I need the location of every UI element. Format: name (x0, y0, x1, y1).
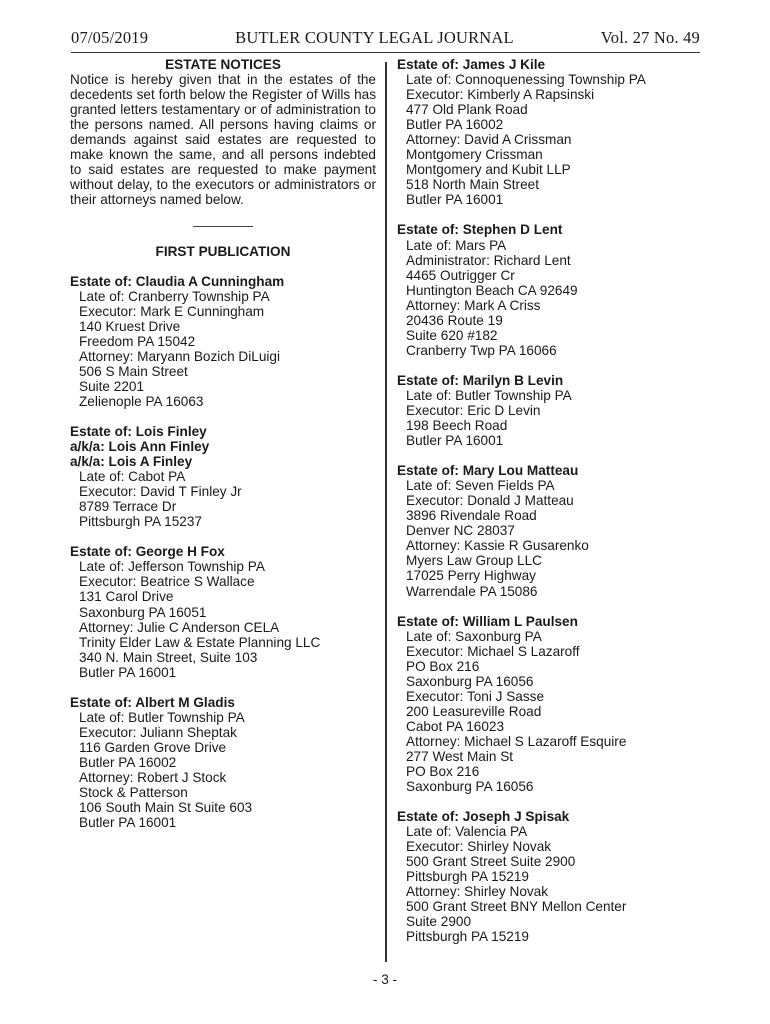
estate-detail-line: 131 Carol Drive (79, 589, 174, 605)
estate-name: Estate of: Albert M Gladis (70, 694, 235, 710)
estate-detail-line: Butler PA 16001 (406, 433, 504, 449)
estate-entry (397, 614, 707, 795)
left-estate-list (70, 274, 376, 831)
estate-detail-line: Saxonburg PA 16056 (406, 673, 534, 689)
estate-name: Estate of: Claudia A Cunningham (70, 273, 285, 289)
estate-detail-line: Attorney: David A Crissman (406, 132, 572, 148)
estate-detail-line: Montgomery Crissman (406, 147, 543, 163)
estate-entry (397, 222, 707, 357)
notice-body: Notice is hereby given that in the estates of the decedents set forth below the Register of Wills has granted letters testamentary or of administration to the persons named. All persons having claims or demands against said estates are requested to make known the same, and all persons indebted to said estates are requested to make payment without delay, to the executors or administrators or their attorneys named below. (70, 72, 376, 208)
estate-detail-line: Saxonburg PA 16056 (406, 779, 534, 795)
estate-name: Estate of: William L Paulsen (397, 613, 578, 629)
estate-detail-line: Suite 2201 (79, 378, 145, 394)
estate-detail-line: Butler PA 16002 (406, 117, 504, 133)
estate-detail-line: PO Box 216 (406, 658, 480, 674)
estate-detail-line: Executor: Shirley Novak (406, 839, 552, 855)
estate-detail-line: Butler PA 16001 (79, 664, 177, 680)
section-rule (70, 215, 376, 230)
header-volume: Vol. 27 No. 49 (600, 28, 700, 47)
estate-detail-line: 340 N. Main Street, Suite 103 (79, 649, 258, 665)
estate-detail-line: Cranberry Twp PA 16066 (406, 342, 557, 358)
estate-name: Estate of: Joseph J Spisak (397, 809, 570, 825)
estate-detail-line: Cabot PA 16023 (406, 718, 505, 734)
estate-detail-line: Late of: Valencia PA (406, 824, 528, 840)
estate-detail-line: Late of: Cranberry Township PA (79, 288, 270, 304)
estate-detail-line: Butler PA 16001 (406, 192, 504, 208)
estate-detail-line: Late of: Connoquenessing Township PA (406, 72, 646, 88)
estate-detail-line: Saxonburg PA 16051 (79, 604, 207, 620)
estate-entry (70, 544, 376, 679)
estate-detail-line: Late of: Cabot PA (79, 469, 186, 485)
estate-detail-line: Attorney: Mark A Criss (406, 297, 541, 313)
estate-detail-line: 17025 Perry Highway (406, 568, 536, 584)
right-estate-list (397, 57, 707, 945)
estate-detail-line: Executor: Kimberly A Rapsinski (406, 87, 595, 103)
estate-detail-line: Late of: Saxonburg PA (406, 628, 542, 644)
estate-entry (397, 809, 707, 944)
estate-detail-line: 106 South Main St Suite 603 (79, 800, 253, 816)
estate-detail-line: Huntington Beach CA 92649 (406, 282, 578, 298)
estate-name: Estate of: James J Kile (397, 57, 546, 72)
estate-detail-line: Attorney: Kassie R Gusarenko (406, 538, 589, 554)
header-publication-title: BUTLER COUNTY LEGAL JOURNAL (235, 28, 514, 47)
estate-detail-line: 477 Old Plank Road (406, 102, 528, 118)
estate-detail-line: Suite 2900 (406, 914, 472, 930)
estate-name: Estate of: Marilyn B Levin (397, 372, 564, 388)
estate-detail-line: Stock & Patterson (79, 785, 188, 801)
estate-entry (70, 424, 376, 529)
estate-alias: a/k/a: Lois A Finley (70, 454, 193, 470)
estate-detail-line: Pittsburgh PA 15219 (406, 869, 529, 885)
estate-detail-line: 506 S Main Street (79, 363, 188, 379)
estate-entry (397, 373, 707, 448)
estate-name: Estate of: Mary Lou Matteau (397, 463, 579, 479)
estate-detail-line: Executor: Eric D Levin (406, 402, 541, 418)
estate-detail-line: 277 West Main St (406, 748, 514, 764)
estate-detail-line: Executor: Michael S Lazaroff (406, 643, 580, 659)
estate-detail-line: Late of: Butler Township PA (79, 709, 245, 725)
estate-detail-line: Administrator: Richard Lent (406, 252, 571, 268)
estate-detail-line: 20436 Route 19 (406, 312, 503, 328)
estate-detail-line: Attorney: Michael S Lazaroff Esquire (406, 733, 627, 749)
estate-detail-line: PO Box 216 (406, 764, 480, 780)
estate-alias: a/k/a: Lois Ann Finley (70, 439, 210, 455)
estate-detail-line: Attorney: Maryann Bozich DiLuigi (79, 348, 280, 364)
estate-detail-line: Freedom PA 15042 (79, 333, 196, 349)
estate-entry (70, 274, 376, 409)
estate-name: Estate of: George H Fox (70, 544, 225, 560)
estate-detail-line: Myers Law Group LLC (406, 553, 542, 569)
notice-title: ESTATE NOTICES (165, 57, 281, 72)
estate-detail-line: Executor: David T Finley Jr (79, 484, 242, 500)
estate-detail-line: Warrendale PA 15086 (406, 583, 538, 599)
estate-entry (70, 695, 376, 830)
estate-detail-line: 200 Leasureville Road (406, 703, 542, 719)
estate-detail-line: 198 Beech Road (406, 418, 508, 434)
header-date: 07/05/2019 (71, 28, 149, 47)
estate-detail-line: 8789 Terrace Dr (79, 499, 177, 515)
estate-name: Estate of: Lois Finley (70, 423, 207, 439)
estate-detail-line: Attorney: Shirley Novak (406, 884, 549, 900)
estate-detail-line: Executor: Toni J Sasse (406, 688, 545, 704)
column-divider (385, 62, 387, 962)
estate-name: Estate of: Stephen D Lent (397, 222, 563, 238)
estate-detail-line: 3896 Rivendale Road (406, 508, 537, 524)
estate-detail-line: Late of: Mars PA (406, 237, 507, 253)
estate-detail-line: Executor: Juliann Sheptak (79, 724, 237, 740)
estate-detail-line: Executor: Donald J Matteau (406, 493, 574, 509)
estate-detail-line: Executor: Beatrice S Wallace (79, 574, 255, 590)
estate-detail-line: Zelienople PA 16063 (79, 393, 204, 409)
estate-detail-line: Pittsburgh PA 15219 (406, 929, 529, 945)
estate-detail-line: Montgomery and Kubit LLP (406, 162, 571, 178)
estate-detail-line: 4465 Outrigger Cr (406, 267, 515, 283)
estate-detail-line: Attorney: Robert J Stock (79, 769, 227, 785)
right-column (397, 57, 707, 960)
estate-detail-line: Late of: Butler Township PA (406, 387, 572, 403)
estate-detail-line: 140 Kruest Drive (79, 318, 181, 334)
estate-detail-line: 500 Grant Street BNY Mellon Center (406, 899, 627, 915)
estate-detail-line: Late of: Seven Fields PA (406, 478, 555, 494)
estate-detail-line: Pittsburgh PA 15237 (79, 514, 202, 530)
estate-detail-line: Butler PA 16002 (79, 754, 177, 770)
estate-detail-line: Suite 620 #182 (406, 327, 498, 343)
estate-entry (397, 57, 707, 207)
estate-detail-line: 116 Garden Grove Drive (79, 739, 227, 755)
estate-detail-line: 500 Grant Street Suite 2900 (406, 854, 576, 870)
estate-entry (397, 463, 707, 598)
estate-detail-line: Butler PA 16001 (79, 815, 177, 831)
estate-detail-line: Denver NC 28037 (406, 523, 515, 539)
estate-detail-line: 518 North Main Street (406, 177, 539, 193)
section-title: FIRST PUBLICATION (155, 243, 291, 259)
estate-detail-line: Late of: Jefferson Township PA (79, 559, 265, 575)
page-number: - 3 - (372, 972, 398, 987)
estate-detail-line: Trinity Elder Law & Estate Planning LLC (79, 634, 321, 650)
left-column (70, 57, 376, 845)
rule-line (193, 226, 253, 227)
estate-detail-line: Executor: Mark E Cunningham (79, 303, 265, 319)
page-header (71, 28, 700, 53)
estate-detail-line: Attorney: Julie C Anderson CELA (79, 619, 280, 635)
